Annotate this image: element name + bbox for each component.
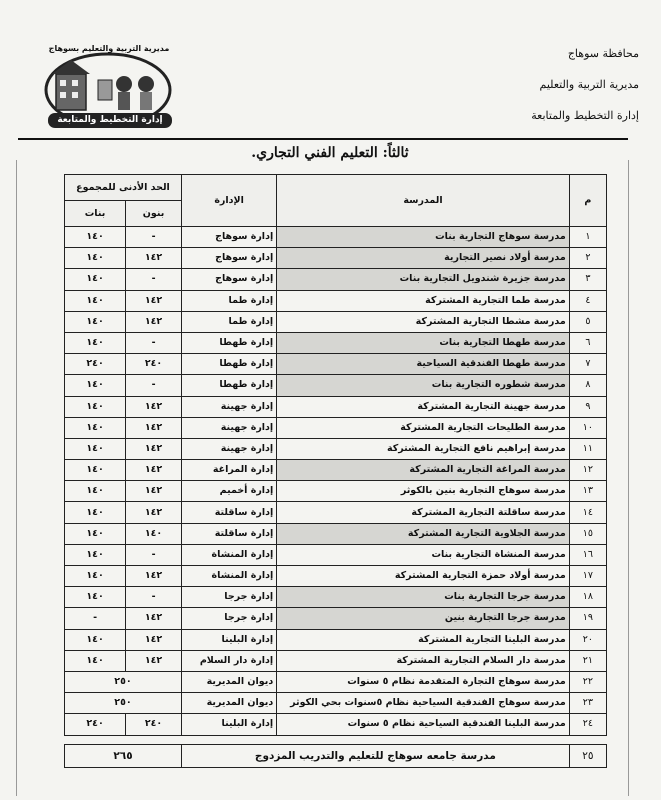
row-school: مدرسة الجلاوية التجارية المشتركة [277, 523, 570, 544]
row-num: ٢ [569, 248, 606, 269]
row-girls: ١٤٠ [65, 523, 126, 544]
table-row [65, 227, 607, 248]
row-boys: ١٤٠ [126, 523, 182, 544]
row-school: مدرسة المراغة التجارية المشتركة [277, 460, 570, 481]
row-school: مدرسة طهطا التجارية بنات [277, 332, 570, 353]
row-num: ١٤ [569, 502, 606, 523]
directorate-name: مديرية التربية والتعليم [539, 78, 639, 91]
row-num: ٨ [569, 375, 606, 396]
row-admin: إدارة المنشاة [181, 544, 276, 565]
table-row [65, 714, 607, 735]
row-school: مدرسة سوهاج التجارية بنين بالكوثر [277, 481, 570, 502]
row-admin: إدارة ساقلتة [181, 523, 276, 544]
row-school: مدرسة جرجا التجارية بنات [277, 587, 570, 608]
row-admin: إدارة طما [181, 311, 276, 332]
row-admin: ديوان المديرية [181, 693, 276, 714]
row-school: مدرسة أولاد نصير التجارية [277, 248, 570, 269]
row-girls: ١٤٠ [65, 481, 126, 502]
row-school: مدرسة المنشاة التجارية بنات [277, 544, 570, 565]
row-admin: إدارة جرجا [181, 608, 276, 629]
row-boys: - [126, 227, 182, 248]
row-boys: ١٤٢ [126, 311, 182, 332]
row-girls: ٢٤٠ [65, 714, 126, 735]
schools-table [64, 174, 607, 768]
row-school: مدرسة طما التجارية المشتركة [277, 290, 570, 311]
table-row [65, 587, 607, 608]
row-num: ١٥ [569, 523, 606, 544]
header-min-total: الحد الأدنى للمجموع [65, 175, 182, 201]
row-num: ٦ [569, 332, 606, 353]
row-girls: ١٤٠ [65, 290, 126, 311]
row-school: مدرسة الطليحات التجارية المشتركة [277, 417, 570, 438]
letterhead [469, 38, 639, 131]
row-admin: إدارة المراغة [181, 460, 276, 481]
row-school: مدرسة جزيرة شندويل التجارية بنات [277, 269, 570, 290]
row-num: ٢٢ [569, 671, 606, 692]
logo-band: إدارة التخطيط والمتابعة [48, 113, 172, 128]
header-rule [18, 138, 628, 140]
row-admin: إدارة أخميم [181, 481, 276, 502]
row-girls: ١٤٠ [65, 502, 126, 523]
row-num: ١١ [569, 438, 606, 459]
table-row [65, 396, 607, 417]
row-num: ١٧ [569, 566, 606, 587]
row-admin: إدارة سوهاج [181, 227, 276, 248]
row-girls: ١٤٠ [65, 566, 126, 587]
row-boys: ١٤٢ [126, 608, 182, 629]
row-school: مدرسة البلينا التجارية المشتركة [277, 629, 570, 650]
table-row [65, 629, 607, 650]
table-row [65, 311, 607, 332]
row-girls: ١٤٠ [65, 587, 126, 608]
row-boys: ١٤٢ [126, 502, 182, 523]
row-num: ٧ [569, 354, 606, 375]
row-boys: ١٤٢ [126, 650, 182, 671]
row-school: مدرسة جرجا التجارية بنين [277, 608, 570, 629]
row-total: ٢٦٥ [65, 744, 182, 767]
row-school: مدرسة سوهاج التجارة المتقدمة نظام ٥ سنوات [277, 671, 570, 692]
table-row [65, 417, 607, 438]
row-school: مدرسة مشطا التجارية المشتركة [277, 311, 570, 332]
row-school: مدرسة طهطا الفندقية السياحية [277, 354, 570, 375]
table-row [65, 481, 607, 502]
row-school: مدرسة سوهاج الفندقية السياحية نظام ٥سنوات بحي الكوثر [277, 693, 570, 714]
row-num: ٢٥ [569, 744, 606, 767]
row-admin: إدارة جهينة [181, 396, 276, 417]
row-num: ١٩ [569, 608, 606, 629]
row-boys: ١٤٢ [126, 566, 182, 587]
row-girls: ١٤٠ [65, 375, 126, 396]
row-girls: ١٤٠ [65, 629, 126, 650]
table-row [65, 544, 607, 565]
row-admin: إدارة جهينة [181, 417, 276, 438]
row-num: ١٨ [569, 587, 606, 608]
row-num: ٢١ [569, 650, 606, 671]
governorate-name: محافظة سوهاج [567, 47, 639, 60]
row-num: ١٢ [569, 460, 606, 481]
table-row [65, 693, 607, 714]
table-row [65, 375, 607, 396]
row-num: ٢٣ [569, 693, 606, 714]
table-row [65, 502, 607, 523]
table-row [65, 671, 607, 692]
row-school: مدرسة البلينا الفندقية السياحية نظام ٥ سنوات [277, 714, 570, 735]
row-school: مدرسة شطوره التجارية بنات [277, 375, 570, 396]
table-row [65, 269, 607, 290]
row-boys: ٢٤٠ [126, 354, 182, 375]
row-school: مدرسة سوهاج التجارية بنات [277, 227, 570, 248]
row-admin: إدارة سوهاج [181, 248, 276, 269]
row-girls: ١٤٠ [65, 417, 126, 438]
row-boys: ٢٤٠ [126, 714, 182, 735]
row-num: ٣ [569, 269, 606, 290]
row-admin: إدارة المنشاة [181, 566, 276, 587]
logo-caption: مديرية التربية والتعليم بسوهاج [48, 44, 170, 53]
row-boys: ١٤٢ [126, 481, 182, 502]
row-admin: إدارة طهطا [181, 354, 276, 375]
row-school: مدرسة جامعه سوهاج للتعليم والتدريب المزدوج [181, 744, 569, 767]
row-boys: - [126, 375, 182, 396]
row-boys: ١٤٢ [126, 629, 182, 650]
row-total: ٢٥٠ [65, 693, 182, 714]
header-num: م [569, 175, 606, 227]
row-admin: إدارة طهطا [181, 375, 276, 396]
row-num: ١٣ [569, 481, 606, 502]
row-boys: - [126, 332, 182, 353]
row-admin: ديوان المديرية [181, 671, 276, 692]
header-boys: بنون [126, 201, 182, 227]
table-row [65, 290, 607, 311]
row-admin: إدارة سوهاج [181, 269, 276, 290]
row-boys: ١٤٢ [126, 438, 182, 459]
row-girls: ٢٤٠ [65, 354, 126, 375]
section-title: ثالثاً: التعليم الفني التجاري. [251, 145, 409, 161]
row-boys: - [126, 544, 182, 565]
row-girls: ١٤٠ [65, 650, 126, 671]
row-girls: ١٤٠ [65, 248, 126, 269]
row-admin: إدارة دار السلام [181, 650, 276, 671]
table-row [65, 523, 607, 544]
row-admin: إدارة ساقلتة [181, 502, 276, 523]
department-name: إدارة التخطيط والمتابعة [531, 109, 639, 122]
row-num: ٩ [569, 396, 606, 417]
table-spacer [65, 735, 607, 744]
row-boys: - [126, 269, 182, 290]
row-admin: إدارة طهطا [181, 332, 276, 353]
row-girls: ١٤٠ [65, 311, 126, 332]
row-girls: - [65, 608, 126, 629]
row-school: مدرسة إبراهيم نافع التجارية المشتركة [277, 438, 570, 459]
table-row [65, 566, 607, 587]
row-girls: ١٤٠ [65, 438, 126, 459]
table-row [65, 438, 607, 459]
row-admin: إدارة جهينة [181, 438, 276, 459]
row-school: مدرسة دار السلام التجارية المشتركة [277, 650, 570, 671]
row-admin: إدارة جرجا [181, 587, 276, 608]
row-num: ٤ [569, 290, 606, 311]
row-boys: ١٤٢ [126, 417, 182, 438]
table-row [65, 744, 607, 767]
row-school: مدرسة جهينة التجارية المشتركة [277, 396, 570, 417]
row-boys: ١٤٢ [126, 460, 182, 481]
row-total: ٢٥٠ [65, 671, 182, 692]
row-num: ١٠ [569, 417, 606, 438]
table-row [65, 332, 607, 353]
row-admin: إدارة البلينا [181, 629, 276, 650]
row-girls: ١٤٠ [65, 332, 126, 353]
row-girls: ١٤٠ [65, 460, 126, 481]
table-row [65, 650, 607, 671]
header-school: المدرسة [277, 175, 570, 227]
row-school: مدرسة ساقلتة التجارية المشتركة [277, 502, 570, 523]
row-admin: إدارة طما [181, 290, 276, 311]
row-girls: ١٤٠ [65, 396, 126, 417]
row-num: ١٦ [569, 544, 606, 565]
table-row [65, 354, 607, 375]
row-boys: ١٤٢ [126, 396, 182, 417]
row-boys: - [126, 587, 182, 608]
header-admin: الإدارة [181, 175, 276, 227]
row-boys: ١٤٢ [126, 290, 182, 311]
row-girls: ١٤٠ [65, 544, 126, 565]
row-girls: ١٤٠ [65, 227, 126, 248]
row-num: ٢٤ [569, 714, 606, 735]
row-admin: إدارة البلينا [181, 714, 276, 735]
table-row [65, 460, 607, 481]
row-boys: ١٤٢ [126, 248, 182, 269]
row-num: ٥ [569, 311, 606, 332]
row-num: ٢٠ [569, 629, 606, 650]
row-girls: ١٤٠ [65, 269, 126, 290]
row-school: مدرسة أولاد حمزة التجارية المشتركة [277, 566, 570, 587]
row-num: ١ [569, 227, 606, 248]
table-row [65, 248, 607, 269]
table-row [65, 608, 607, 629]
header-girls: بنات [65, 201, 126, 227]
